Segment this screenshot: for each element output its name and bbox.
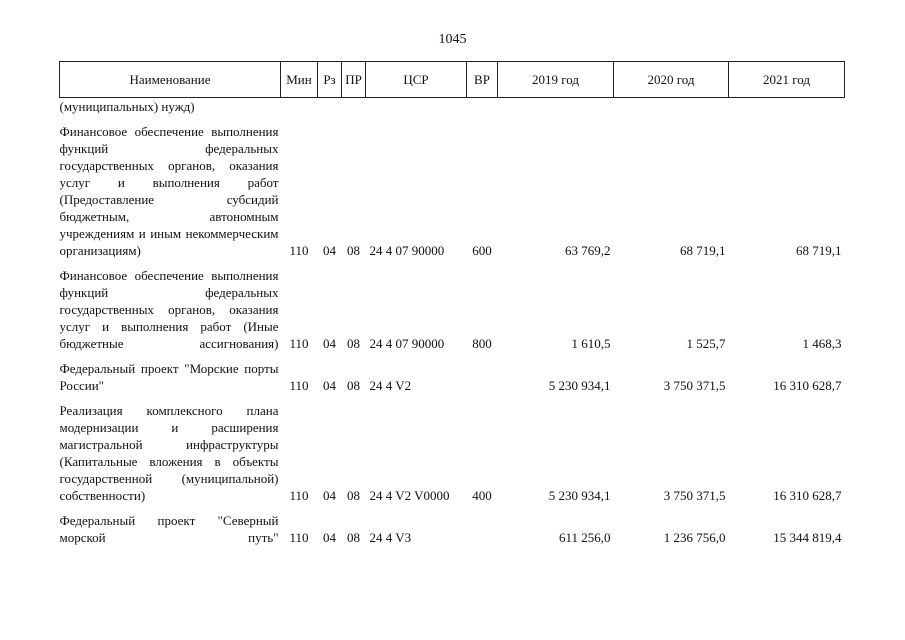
row-2021: 68 719,1 [796,243,842,258]
row-rz: 04 [323,530,336,545]
row-min: 110 [289,488,309,503]
row-2020: 3 750 371,5 [663,378,726,393]
header-row [60,62,845,98]
row-name: Федеральный проект "Северный морской путь" [59,513,279,545]
row-csr: 24 4 07 90000 [369,243,445,258]
row-csr: 24 4 V3 [369,530,412,545]
header-min: Мин [281,62,318,98]
row-vr [467,512,498,546]
row-vr: 800 [472,336,492,351]
header-2020: 2020 год [614,62,729,98]
row-vr: 400 [472,488,492,503]
table-row [60,512,845,546]
row-pr: 08 [347,336,360,351]
row-rz: 04 [323,243,336,258]
row-rz: 04 [323,488,336,503]
row-csr: 24 4 07 90000 [369,336,445,351]
table-row [60,123,845,259]
row-name: Реализация комплексного плана модернизации и расширения магистральной инфраструктуры (Капитальные вложения в объекты государственной (муниципальной) собственности) [59,403,279,503]
header-2021: 2021 год [729,62,845,98]
row-csr: 24 4 V2 V0000 [369,488,450,503]
row-rz: 04 [323,378,336,393]
row-2021: 16 310 628,7 [773,488,842,503]
header-name: Наименование [60,62,281,98]
page-number: 1045 [438,32,467,47]
row-pr: 08 [347,530,360,545]
row-pr: 08 [347,488,360,503]
header-rz: Рз [318,62,342,98]
row-name: Финансовое обеспечение выполнения функций федеральных государственных органов, оказания услуг и выполнения работ (Иные бюджетные ассигнования) [59,268,279,351]
budget-table [59,61,845,546]
row-2019: 1 610,5 [571,336,611,351]
continuation-text: (муниципальных) нужд) [59,99,195,114]
row-2021: 15 344 819,4 [773,530,842,545]
row-pr: 08 [347,378,360,393]
header-2019: 2019 год [498,62,614,98]
row-2020: 3 750 371,5 [663,488,726,503]
header-vr: ВР [467,62,498,98]
row-2020: 1 236 756,0 [663,530,726,545]
row-min: 110 [289,530,309,545]
row-min: 110 [289,243,309,258]
row-min: 110 [289,336,309,351]
row-vr: 600 [472,243,492,258]
row-name: Финансовое обеспечение выполнения функций федеральных государственных органов, оказания услуг и выполнения работ (Предоставление субсидий бюджетным, автономным учреждениям и иным некоммерческим организациям) [59,124,279,258]
header-pr: ПР [342,62,366,98]
row-csr: 24 4 V2 [369,378,412,393]
continuation-row [60,98,845,116]
row-2019: 611 256,0 [558,530,611,545]
row-2019: 5 230 934,1 [548,378,611,393]
row-2019: 63 769,2 [565,243,611,258]
row-name: Федеральный проект "Морские порты России" [59,361,279,393]
header-csr: ЦСР [366,62,467,98]
table-row [60,402,845,504]
row-2021: 16 310 628,7 [773,378,842,393]
table-row [60,360,845,394]
row-2019: 5 230 934,1 [548,488,611,503]
row-vr [467,360,498,394]
row-2020: 1 525,7 [686,336,726,351]
row-2020: 68 719,1 [680,243,726,258]
row-2021: 1 468,3 [802,336,842,351]
table-row [60,267,845,352]
row-pr: 08 [347,243,360,258]
row-rz: 04 [323,336,336,351]
row-min: 110 [289,378,309,393]
